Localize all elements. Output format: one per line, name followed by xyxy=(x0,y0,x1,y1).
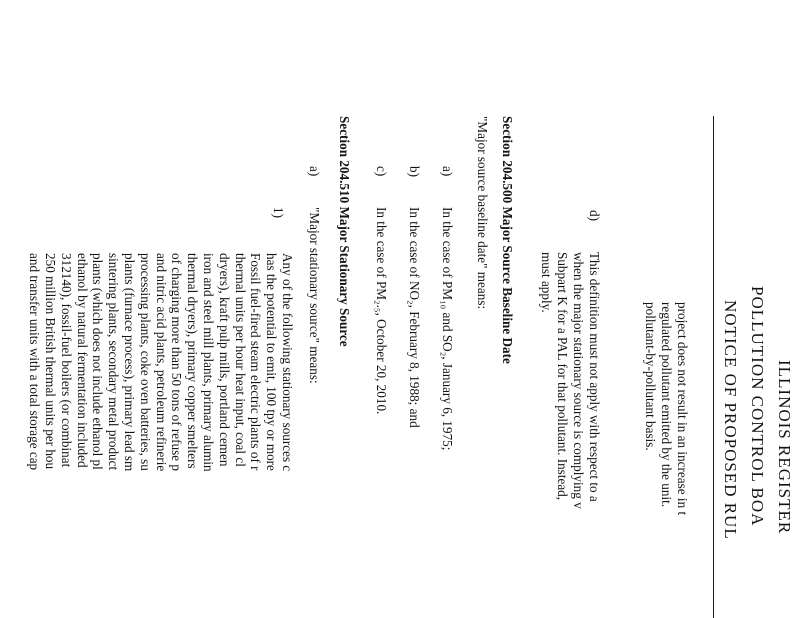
item-a-label: a) xyxy=(307,166,322,177)
text-line: thermal units per hour heat input, coal cl xyxy=(232,253,248,467)
text-line: iron and steel mill plants, primary alumin xyxy=(201,253,216,472)
section-204-500-intro: "Major source baseline date" means: xyxy=(475,116,490,310)
text-line: processing plants, coke oven batteries, su xyxy=(137,253,153,471)
item-a-label: a) xyxy=(440,166,455,177)
text-line: Any of the following stationary sources c xyxy=(280,253,295,472)
text-line: Subpart K for a PAL for that pollutant. Instead, xyxy=(555,252,570,501)
section-204-510-title: Section 204.510 Major Stationary Source xyxy=(337,116,352,347)
text-line: pollutant-by-pollutant basis. xyxy=(643,302,658,451)
text-line: This definition must not apply with respect to a xyxy=(587,252,602,502)
text-line: project does not result in an increase in t xyxy=(675,302,690,516)
item-b-label: b) xyxy=(407,166,422,177)
text-line: of charging more than 50 tons of refuse p xyxy=(169,253,185,472)
text-line: 312140), fossil-fuel boilers (or combinat xyxy=(58,253,74,468)
header-rule xyxy=(713,116,714,618)
text-line: when the major stationary source is complying v xyxy=(571,252,586,509)
item-c-text: In the case of PM₂.₅, October 20, 2010. xyxy=(374,207,389,415)
item-b-text: In the case of NO₂, February 8, 1988; and xyxy=(407,207,422,428)
text-line: dryers), kraft pulp mills, portland cemen xyxy=(216,253,232,467)
item-1-label: 1) xyxy=(271,207,286,218)
item-a-text: "Major stationary source" means: xyxy=(307,207,322,384)
item-a-text: In the case of PM₁₀ and SO₂, January 6, 1975; xyxy=(440,207,455,451)
board-header: POLLUTION CONTROL BOA xyxy=(748,286,767,527)
text-line: plants (which does not include ethanol pl xyxy=(90,253,106,470)
notice-header: NOTICE OF PROPOSED RUL xyxy=(721,300,740,540)
text-line: plants (furnace process), primary lead sm xyxy=(122,253,137,472)
paragraph-d-label: d) xyxy=(587,210,602,221)
text-line: has the potential to emit, 100 tpy or more xyxy=(264,253,280,471)
text-line: thermal dryers), primary copper smelters xyxy=(185,253,201,469)
text-line: Fossil fuel-fired steam electric plants of r xyxy=(248,253,264,471)
text-line: and nitric acid plants, petroleum refinerie xyxy=(153,253,169,472)
text-line: and transfer units with a total storage cap xyxy=(27,253,43,471)
text-line: regulated pollutant emitted by the unit. xyxy=(659,302,674,508)
text-line: must apply. xyxy=(539,252,554,313)
register-header: ILLINOIS REGISTER xyxy=(775,360,794,535)
section-204-500-title: Section 204.500 Major Source Baseline Date xyxy=(500,116,515,364)
text-line: ethanol by natural fermentation included xyxy=(74,253,90,468)
item-c-label: c) xyxy=(374,166,389,177)
text-line: sintering plants, secondary metal product xyxy=(106,253,122,471)
text-line: 250 million British thermal units per hou xyxy=(43,253,58,470)
